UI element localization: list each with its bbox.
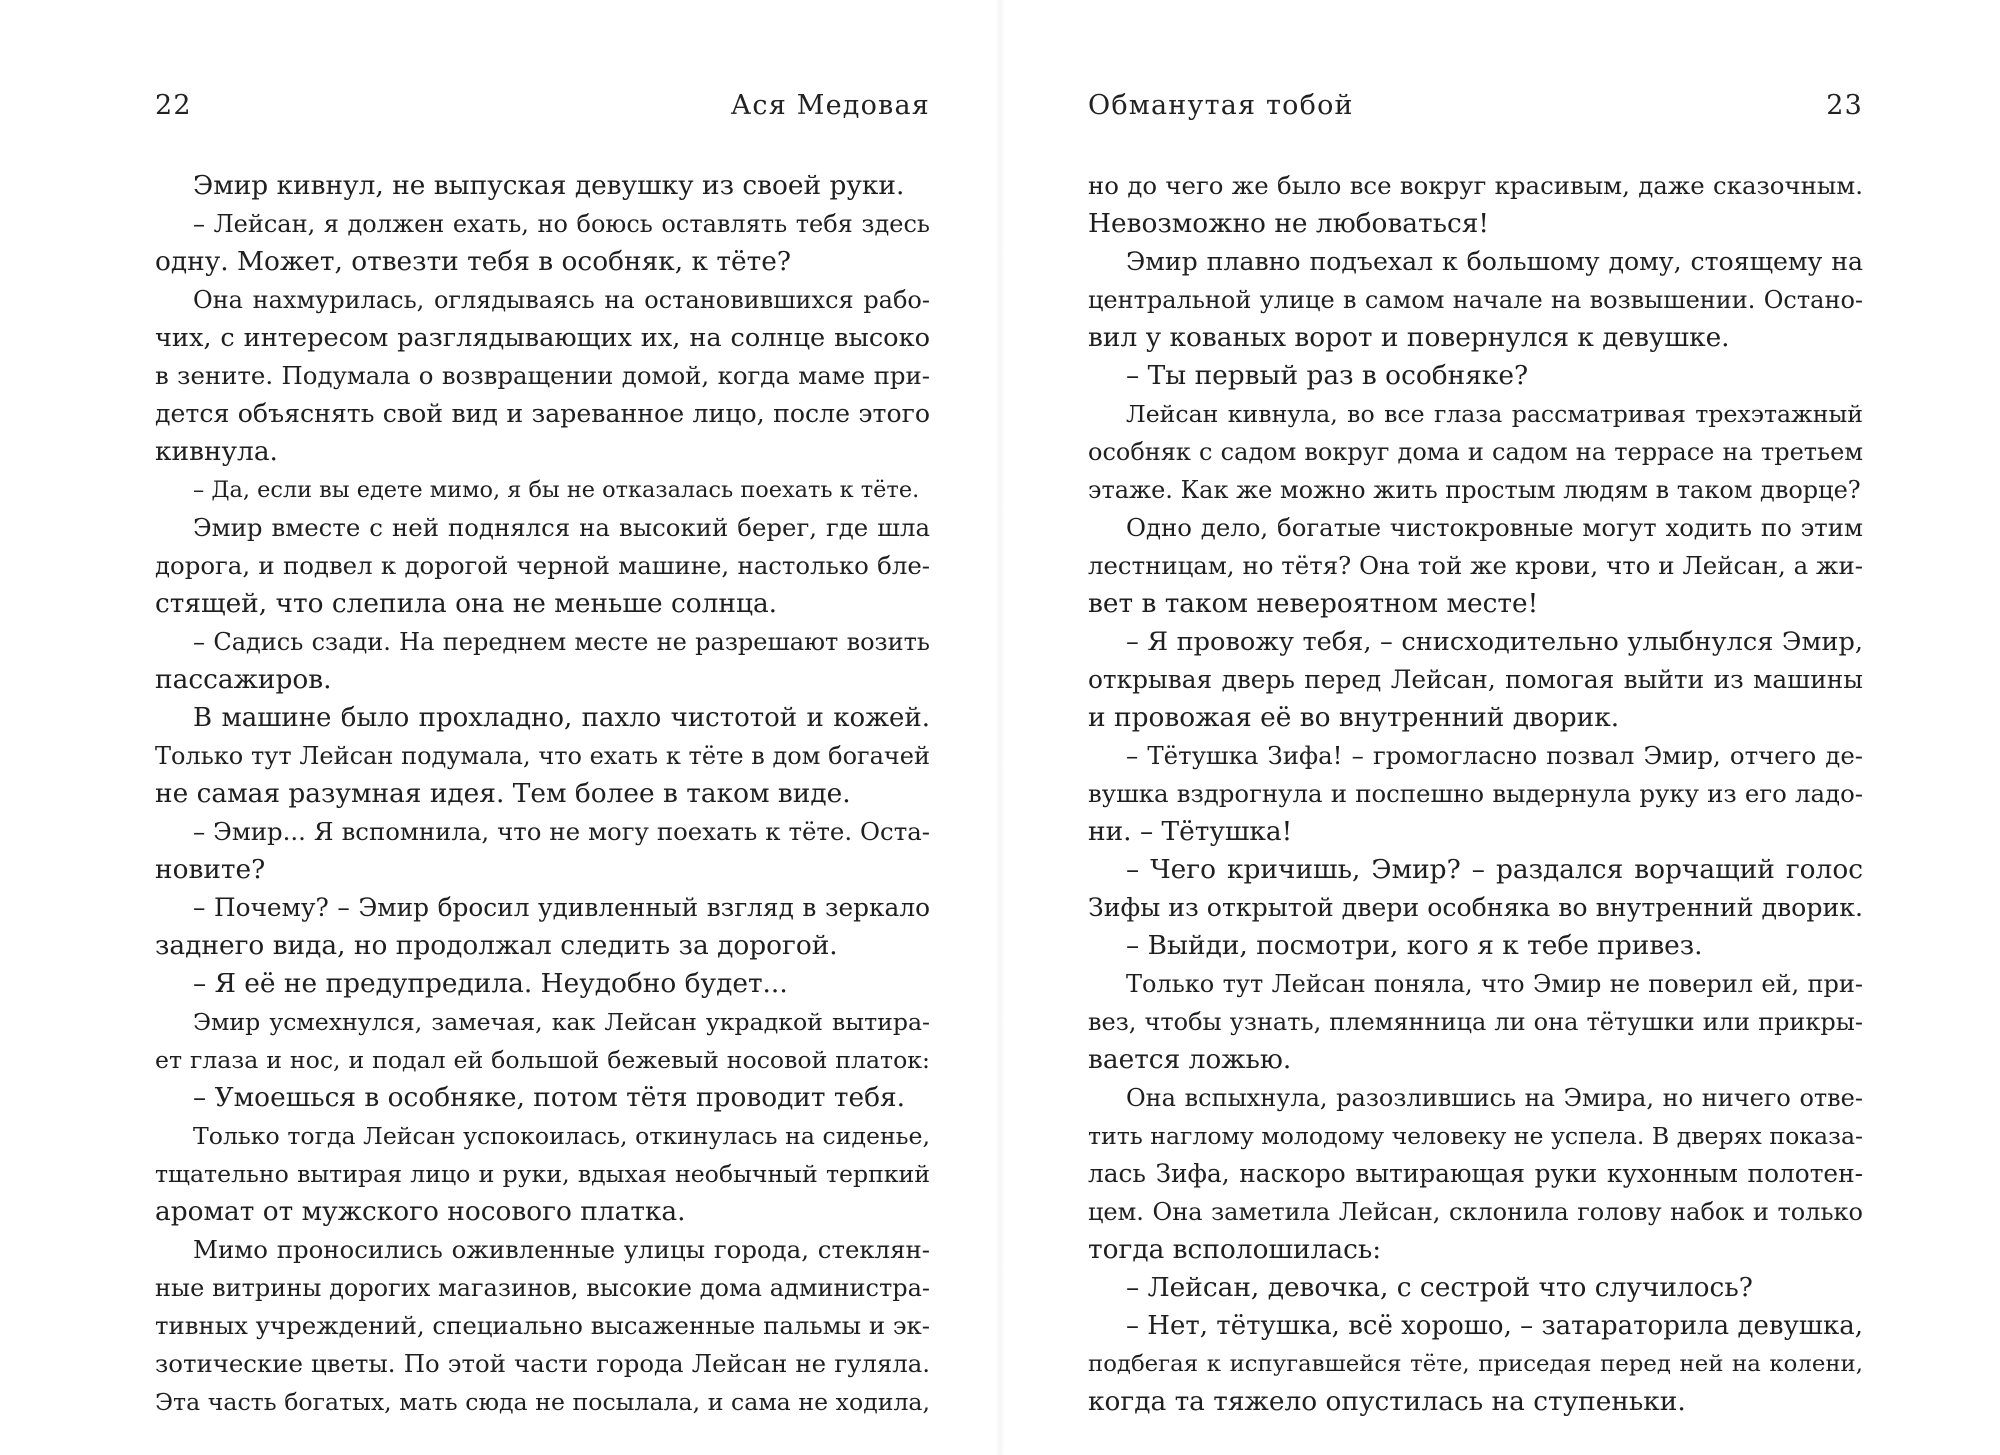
text-line: – Тётушка Зифа! – громогласно позвал Эмир, отчего де- [1126,741,1863,770]
text-line: Только тут Лейсан подумала, что ехать к тёте в дом богачей [155,742,930,770]
text-line: – Нет, тётушка, всё хорошо, – затараторила девушка, [1126,1311,1863,1341]
text-line: – Лейсан, я должен ехать, но боюсь оставлять тебя здесь [193,210,930,238]
text-line: В машине было прохладно, пахло чистотой и кожей. [193,703,930,733]
text-line: тить наглому молодому человеку не успела. В дверях показа- [1088,1122,1863,1150]
text-line: Эмир плавно подъехал к большому дому, стоящему на [1126,247,1863,276]
text-line: вет в таком невероятном месте! [1088,588,1539,619]
text-line: – Садись сзади. На переднем месте не разрешают возить [193,628,930,656]
text-line: Эта часть богатых, мать сюда не посылала, и сама не ходила, [155,1388,930,1416]
text-line: вил у кованых ворот и повернулся к девушке. [1088,322,1730,353]
text-line: – Умоешься в особняке, потом тётя проводит тебя. [193,1082,906,1113]
text-line: открывая дверь перед Лейсан, помогая выйти из машины [1088,665,1863,694]
text-line: – Я провожу тебя, – снисходительно улыбнулся Эмир, [1126,627,1863,657]
text-line: и провожая её во внутренний дворик. [1088,702,1620,733]
text-line: тогда всполошилась: [1088,1234,1382,1265]
text-line: Одно дело, богатые чистокровные могут ходить по этим [1126,513,1863,542]
right-running-head [1088,90,1863,130]
text-line: заднего вида, но продолжал следить за дорогой. [155,930,838,961]
author-name: Ася Медовая [730,90,930,121]
right-page [1088,0,1863,1455]
text-line: лась Зифа, наскоро вытирающая руки кухонным полотен- [1088,1159,1863,1188]
text-line: – Да, если вы едете мимо, я бы не отказалась поехать к тёте. [193,477,920,503]
text-line: – Эмир... Я вспомнила, что не могу поехать к тёте. Оста- [193,817,930,846]
text-line: особняк с садом вокруг дома и садом на террасе на третьем [1088,438,1863,466]
text-line: Она нахмурилась, оглядываясь на остановившихся рабо- [193,286,930,314]
text-line: аромат от мужского носового платка. [155,1196,686,1227]
text-line: но до чего же было все вокруг красивым, даже сказочным. [1088,171,1863,200]
left-page [155,0,930,1455]
text-line: – Чего кричишь, Эмир? – раздался ворчащий голос [1126,854,1863,885]
text-line: Невозможно не любоваться! [1088,208,1490,239]
text-line: Мимо проносились оживленные улицы города, стеклян- [193,1235,930,1264]
page-number-left: 22 [155,90,192,121]
text-line: Только тогда Лейсан успокоилась, откинулась на сиденье, [193,1122,930,1150]
page-number-right: 23 [1826,90,1863,121]
text-line: Только тут Лейсан поняла, что Эмир не поверил ей, при- [1126,970,1863,998]
text-line: чих, с интересом разглядывающих их, на солнце высоко [155,323,930,353]
left-page-text [155,167,930,1421]
text-line: дорога, и подвел к дорогой черной машине, настолько бле- [155,551,930,580]
text-line: – Я её не предупредила. Неудобно будет... [193,968,788,999]
text-line: тщательно вытирая лицо и руки, вдыхая необычный терпкий [155,1160,930,1188]
text-line: новите? [155,854,266,885]
text-line: дется объяснять свой вид и зареванное лицо, после этого [155,399,930,428]
right-page-text [1088,167,1863,1421]
text-line: ет глаза и нос, и подал ей большой бежевый носовой платок: [155,1046,930,1074]
text-line: тивных учреждений, специально высаженные пальмы и эк- [155,1311,930,1340]
text-line: ные витрины дорогих магазинов, высокие дома администра- [155,1274,930,1302]
text-line: в зените. Подумала о возвращении домой, когда маме при- [155,361,930,390]
text-line: ни. – Тётушка! [1088,816,1293,847]
text-line: этаже. Как же можно жить простым людям в таком дворце? [1088,476,1861,504]
text-line: центральной улице в самом начале на возвышении. Остано- [1088,286,1863,314]
book-title: Обманутая тобой [1088,90,1354,121]
text-line: вается ложью. [1088,1044,1292,1075]
text-line: Лейсан кивнула, во все глаза рассматривая трехэтажный [1126,400,1863,428]
left-running-head [155,90,930,130]
text-line: не самая разумная идея. Тем более в таком виде. [155,778,851,809]
text-line: подбегая к испугавшейся тёте, приседая перед ней на колени, [1088,1351,1863,1377]
text-line: – Почему? – Эмир бросил удивленный взгляд в зеркало [193,893,930,922]
text-line: пассажиров. [155,664,332,695]
text-line: вушка вздрогнула и поспешно выдернула руку из его ладо- [1088,779,1863,808]
text-line: зотические цветы. По этой части города Лейсан не гуляла. [155,1349,930,1378]
text-line: – Ты первый раз в особняке? [1126,360,1529,391]
text-line: Эмир вместе с ней поднялся на высокий берег, где шла [193,513,930,542]
text-line: вез, чтобы узнать, племянница ли она тётушки или прикры- [1088,1008,1863,1036]
text-line: – Выйди, посмотри, кого я к тебе привез. [1126,930,1703,961]
text-line: лестницам, но тётя? Она той же крови, что и Лейсан, а жи- [1088,551,1863,580]
text-line: когда та тяжело опустилась на ступеньки. [1088,1386,1686,1417]
text-line: кивнула. [155,436,278,467]
text-line: – Лейсан, девочка, с сестрой что случилось? [1126,1272,1753,1303]
book-gutter [995,0,1005,1455]
text-line: Эмир кивнул, не выпуская девушку из своей руки. [193,170,905,201]
text-line: стящей, что слепила она не меньше солнца. [155,588,778,619]
text-line: одну. Может, отвезти тебя в особняк, к тёте? [155,246,791,277]
text-line: Она вспыхнула, разозлившись на Эмира, но ничего отве- [1126,1084,1863,1112]
text-line: Зифы из открытой двери особняка во внутренний дворик. [1088,893,1864,922]
text-line: цем. Она заметила Лейсан, склонила голову набок и только [1088,1198,1863,1226]
text-line: Эмир усмехнулся, замечая, как Лейсан украдкой вытира- [193,1008,930,1036]
